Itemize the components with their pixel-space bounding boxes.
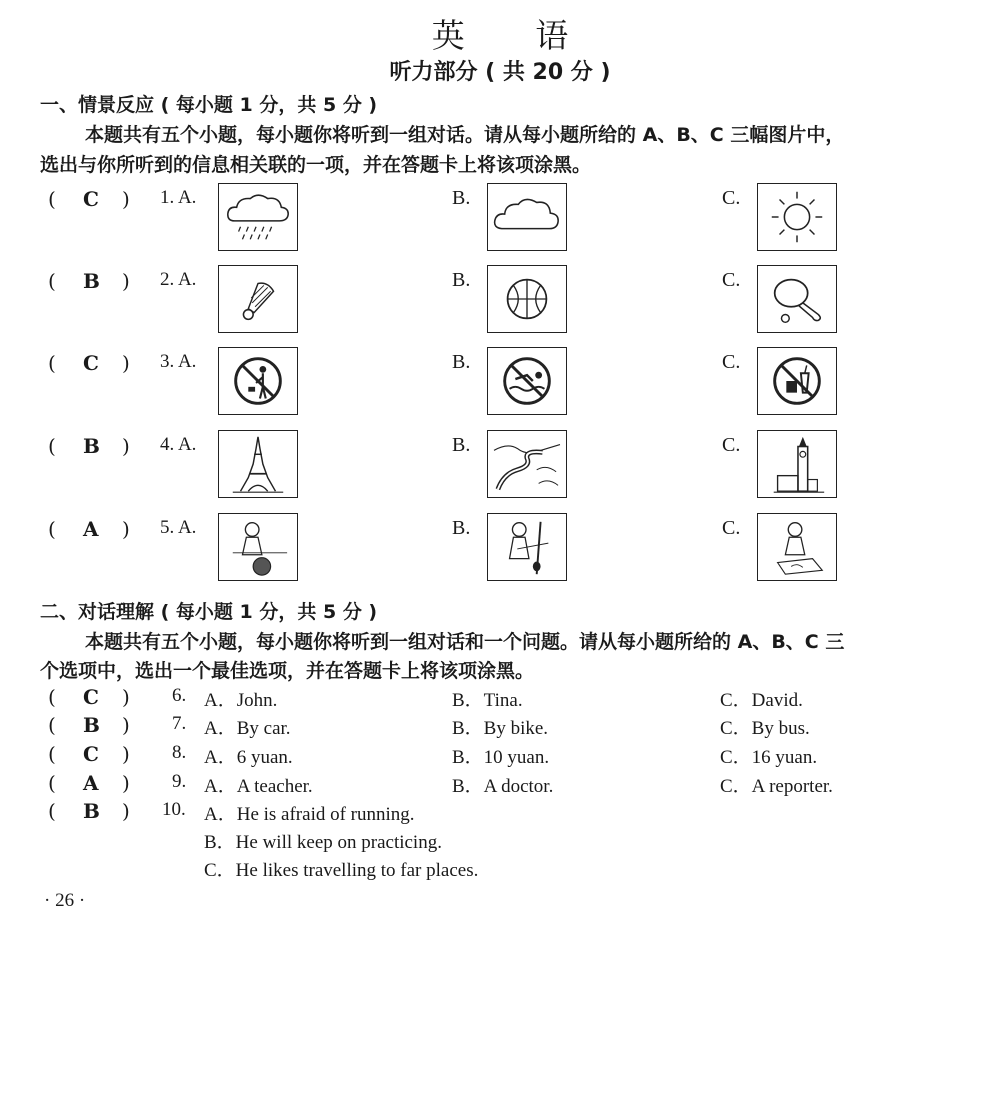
- option-9a: A．A teacher.: [204, 776, 313, 797]
- option-b-label: B.: [452, 434, 471, 456]
- answer-7: B: [83, 713, 100, 737]
- answer-paren-open: (: [48, 351, 56, 375]
- eiffel-tower-icon[interactable]: [218, 430, 298, 498]
- answer-3: C: [83, 351, 99, 375]
- rain-cloud-icon[interactable]: [218, 183, 298, 251]
- option-6c: C．David.: [720, 690, 803, 711]
- answer-paren-open: (: [48, 771, 56, 795]
- cloud-icon[interactable]: [487, 183, 567, 251]
- option-10c: C．He likes travelling to far places.: [204, 860, 479, 881]
- option-b-label: B.: [452, 187, 471, 209]
- option-8a: A．6 yuan.: [204, 747, 293, 768]
- question-10-number: 10.: [162, 799, 186, 820]
- section1-instruction-2: 选出与你所听到的信息相关联的一项，并在答题卡上将该项涂黑。: [40, 154, 592, 176]
- option-7b: B．By bike.: [452, 718, 549, 739]
- answer-paren-close: ): [122, 269, 130, 293]
- answer-paren-close: ): [122, 351, 130, 375]
- question-5-number: 5. A.: [160, 517, 197, 538]
- option-c-label: C.: [722, 187, 741, 209]
- option-b-label: B.: [452, 269, 471, 291]
- option-6b: B．Tina.: [452, 690, 523, 711]
- question-2-number: 2. A.: [160, 269, 197, 290]
- answer-paren-close: ): [122, 685, 130, 709]
- question-4-number: 4. A.: [160, 434, 197, 455]
- option-9b: B．A doctor.: [452, 776, 554, 797]
- page-title: 英 语: [431, 16, 599, 55]
- option-6a: A．John.: [204, 690, 278, 711]
- section1-instruction-1: 本题共有五个小题，每小题你将听到一组对话。请从每小题所给的 A、B、C 三幅图片中，: [85, 124, 845, 146]
- answer-5: A: [83, 517, 99, 541]
- option-10b: B．He will keep on practicing.: [204, 832, 442, 853]
- answer-paren-open: (: [48, 434, 56, 458]
- no-food-icon[interactable]: [757, 347, 837, 415]
- section2-instruction-1: 本题共有五个小题，每小题你将听到一组对话和一个问题。请从每小题所给的 A、B、C 三: [85, 631, 845, 653]
- answer-paren-open: (: [48, 799, 56, 823]
- answer-paren-open: (: [48, 685, 56, 709]
- option-10a: A．He is afraid of running.: [204, 804, 415, 825]
- basketball-icon[interactable]: [487, 265, 567, 333]
- option-b-label: B.: [452, 517, 471, 539]
- page-subtitle: 听力部分 ( 共 20 分 ): [389, 60, 611, 85]
- option-c-label: C.: [722, 434, 741, 456]
- answer-paren-close: ): [122, 713, 130, 737]
- section2-instruction-2: 个选项中，选出一个最佳选项，并在答题卡上将该项涂黑。: [40, 660, 535, 682]
- option-c-label: C.: [722, 517, 741, 539]
- answer-paren-close: ): [122, 742, 130, 766]
- option-9c: C．A reporter.: [720, 776, 833, 797]
- great-wall-icon[interactable]: [487, 430, 567, 498]
- option-8c: C．16 yuan.: [720, 747, 818, 768]
- answer-1: C: [83, 187, 99, 211]
- big-ben-icon[interactable]: [757, 430, 837, 498]
- girl-drawing-icon[interactable]: [757, 513, 837, 581]
- page-number: · 26 ·: [44, 890, 86, 911]
- girl-erhu-icon[interactable]: [487, 513, 567, 581]
- question-7-number: 7.: [172, 713, 187, 734]
- answer-paren-close: ): [122, 771, 130, 795]
- answer-paren-open: (: [48, 742, 56, 766]
- option-c-label: C.: [722, 269, 741, 291]
- answer-9: A: [83, 771, 99, 795]
- answer-paren-close: ): [122, 517, 130, 541]
- question-8-number: 8.: [172, 742, 187, 763]
- question-6-number: 6.: [172, 685, 187, 706]
- answer-paren-open: (: [48, 187, 56, 211]
- answer-paren-open: (: [48, 517, 56, 541]
- answer-8: C: [83, 742, 99, 766]
- option-b-label: B.: [452, 351, 471, 373]
- question-9-number: 9.: [172, 771, 187, 792]
- answer-paren-close: ): [122, 187, 130, 211]
- section2-heading: 二、对话理解 ( 每小题 1 分，共 5 分 ): [40, 601, 378, 623]
- option-c-label: C.: [722, 351, 741, 373]
- option-7c: C．By bus.: [720, 718, 810, 739]
- answer-4: B: [83, 434, 100, 458]
- answer-paren-open: (: [48, 713, 56, 737]
- answer-paren-close: ): [122, 434, 130, 458]
- no-swimming-icon[interactable]: [487, 347, 567, 415]
- girl-basket-icon[interactable]: [218, 513, 298, 581]
- sun-icon[interactable]: [757, 183, 837, 251]
- answer-paren-close: ): [122, 799, 130, 823]
- section1-heading: 一、情景反应 ( 每小题 1 分，共 5 分 ): [40, 94, 378, 116]
- shuttlecock-icon[interactable]: [218, 265, 298, 333]
- answer-6: C: [83, 685, 99, 709]
- ping-pong-icon[interactable]: [757, 265, 837, 333]
- answer-2: B: [83, 269, 100, 293]
- question-1-number: 1. A.: [160, 187, 197, 208]
- option-7a: A．By car.: [204, 718, 291, 739]
- option-8b: B．10 yuan.: [452, 747, 550, 768]
- question-3-number: 3. A.: [160, 351, 197, 372]
- answer-10: B: [83, 799, 100, 823]
- answer-paren-open: (: [48, 269, 56, 293]
- no-littering-icon[interactable]: [218, 347, 298, 415]
